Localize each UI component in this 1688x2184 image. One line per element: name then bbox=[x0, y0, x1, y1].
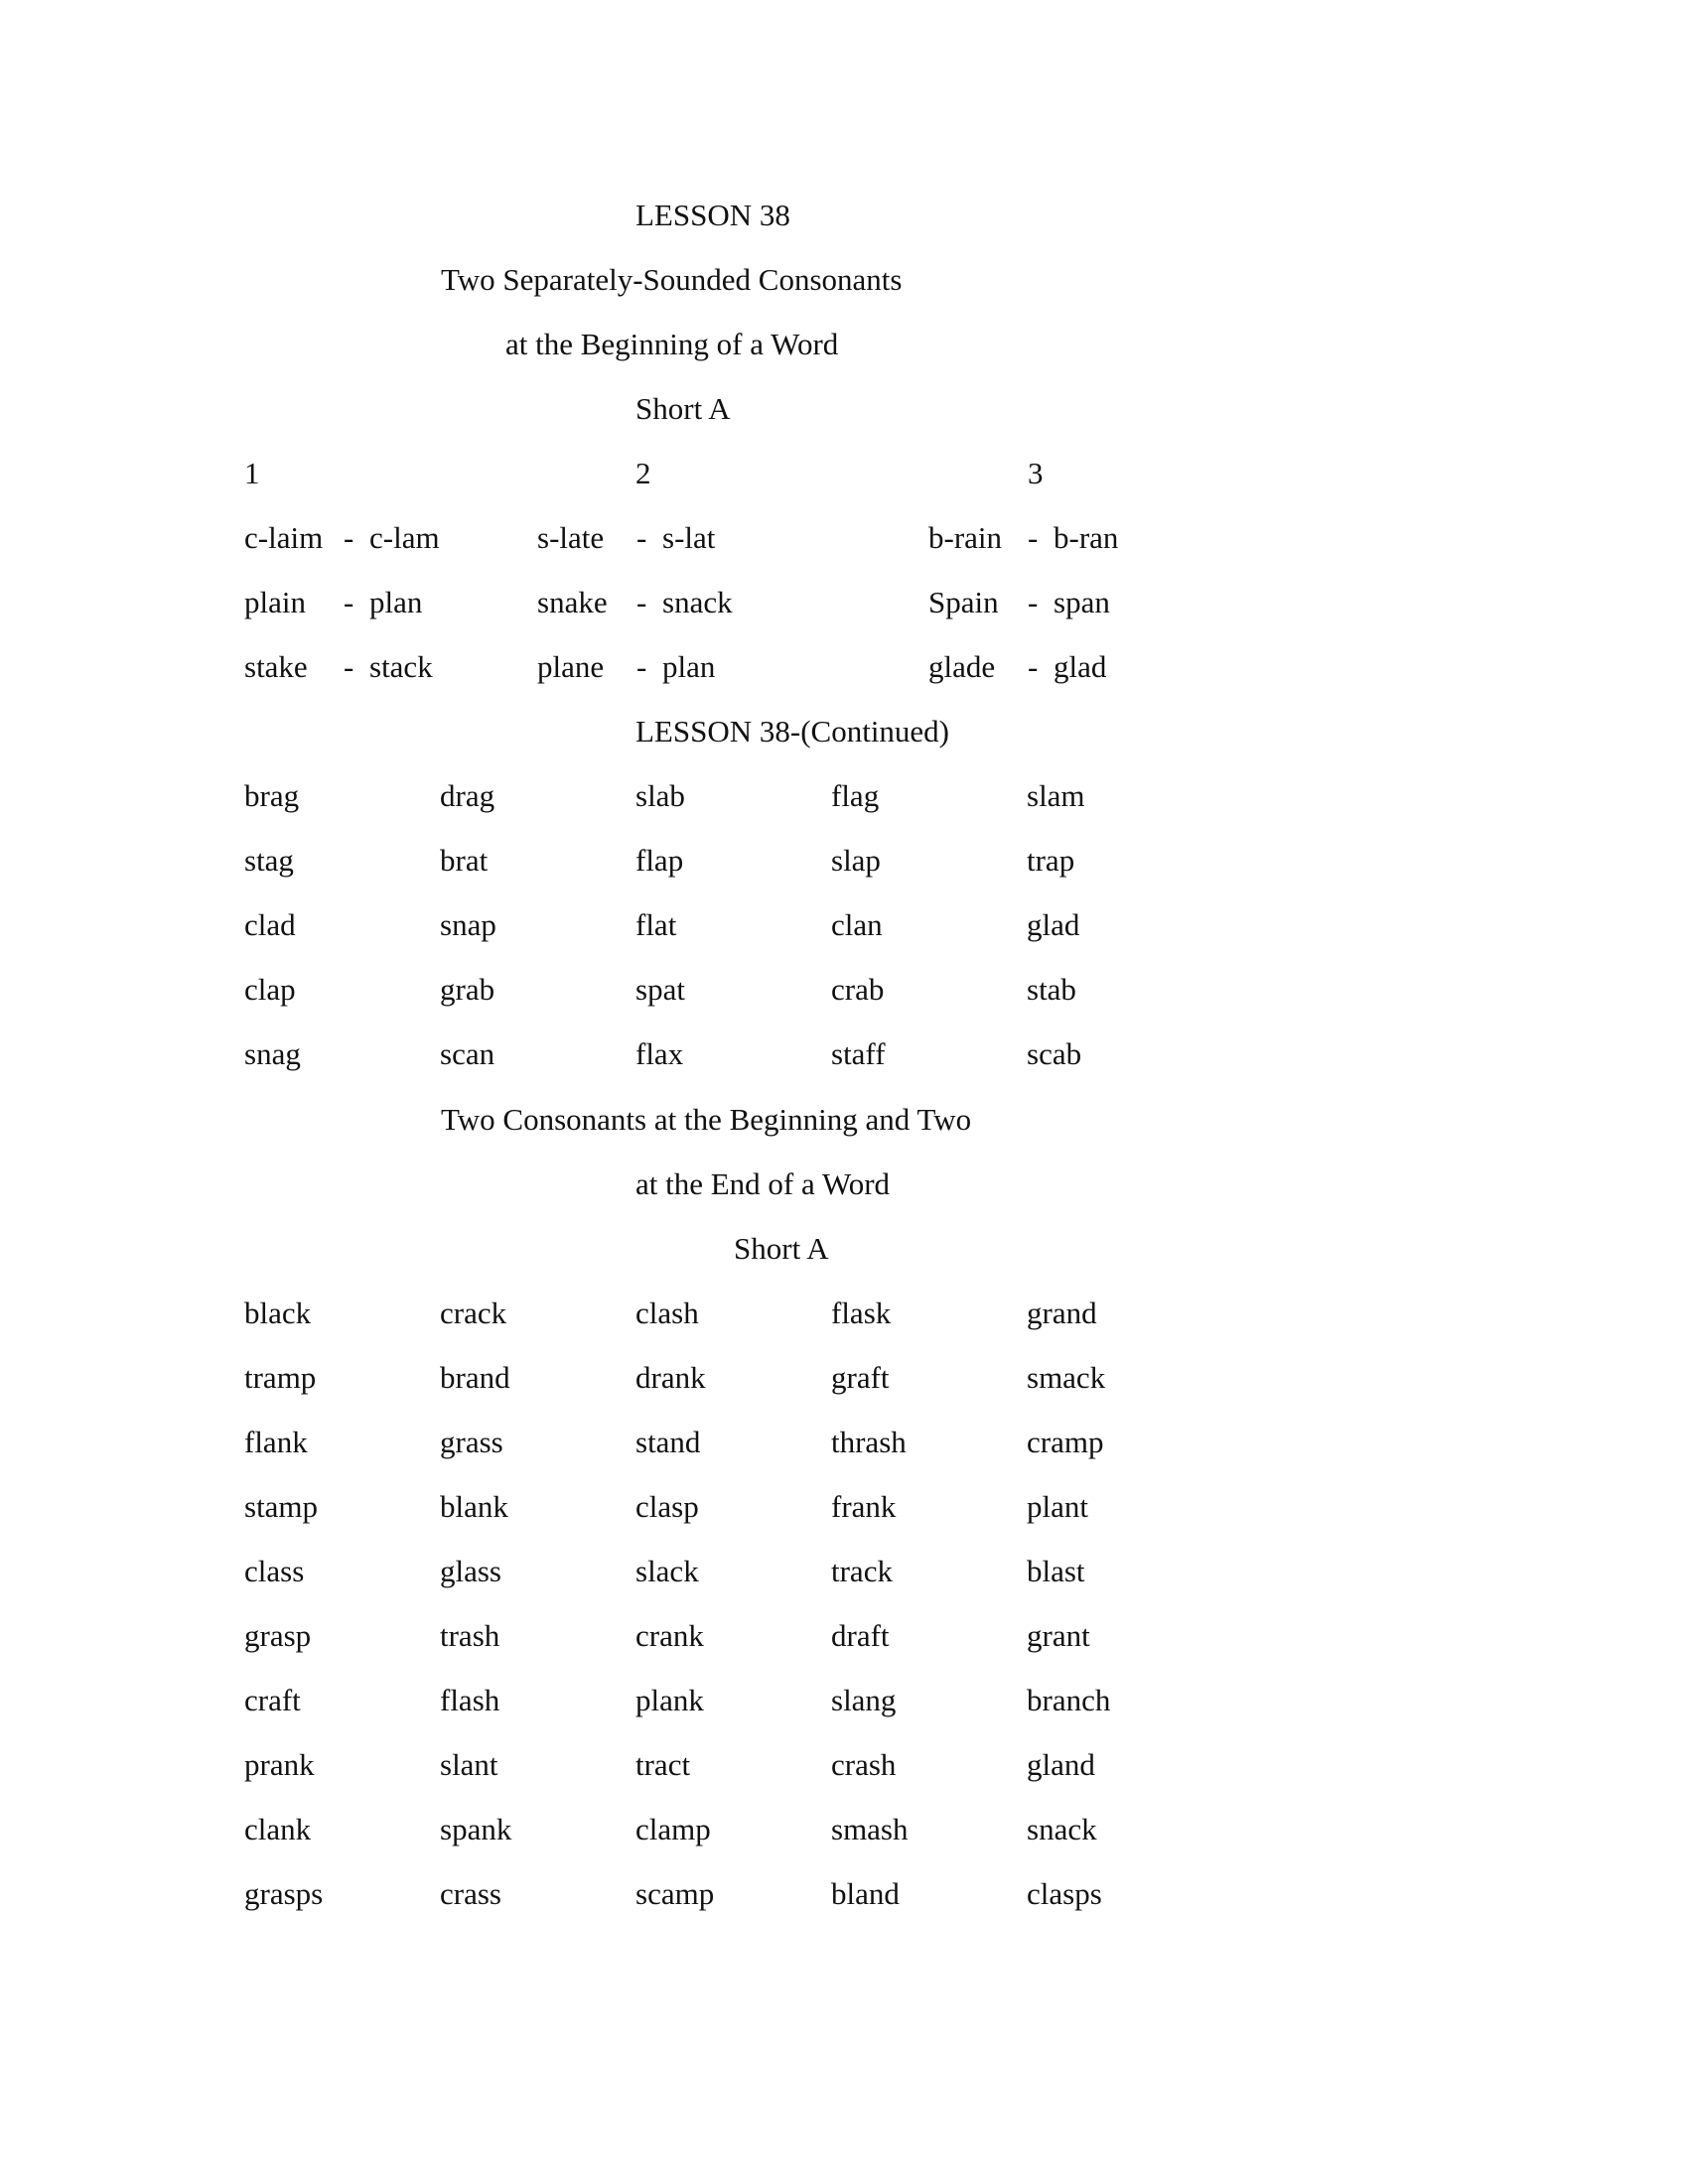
word-cell: flank bbox=[244, 1425, 308, 1459]
pair-word-right: glad bbox=[1054, 649, 1107, 684]
word-cell: brat bbox=[440, 843, 489, 878]
word-cell: crank bbox=[635, 1618, 704, 1653]
word-cell: flag bbox=[831, 778, 880, 813]
word-cell: drank bbox=[635, 1360, 706, 1395]
word-cell: cramp bbox=[1027, 1425, 1104, 1459]
column-number-3: 3 bbox=[1028, 456, 1044, 490]
word-cell: clad bbox=[244, 907, 296, 942]
lesson-subtitle-line2: at the Beginning of a Word bbox=[505, 327, 839, 361]
word-cell: slap bbox=[831, 843, 881, 878]
word-cell: snap bbox=[440, 907, 496, 942]
word-cell: slang bbox=[831, 1683, 897, 1717]
pair-word-left: b-rain bbox=[928, 520, 1003, 555]
word-cell: draft bbox=[831, 1618, 890, 1653]
word-cell: flash bbox=[440, 1683, 500, 1717]
word-cell: blast bbox=[1027, 1554, 1085, 1588]
pair-word-right: stack bbox=[369, 649, 433, 684]
pair-word-left: plain bbox=[244, 585, 306, 619]
word-cell: drag bbox=[440, 778, 495, 813]
word-cell: slack bbox=[635, 1554, 699, 1588]
word-cell: glad bbox=[1027, 907, 1080, 942]
pair-word-right: b-ran bbox=[1054, 520, 1119, 555]
pair-dash: - bbox=[636, 520, 647, 555]
word-cell: track bbox=[831, 1554, 893, 1588]
pair-word-right: c-lam bbox=[369, 520, 440, 555]
word-cell: trap bbox=[1027, 843, 1075, 878]
pair-word-left: stake bbox=[244, 649, 308, 684]
pair-word-right: span bbox=[1054, 585, 1110, 619]
word-cell: grass bbox=[440, 1425, 503, 1459]
word-cell: slam bbox=[1027, 778, 1085, 813]
word-cell: flask bbox=[831, 1296, 892, 1330]
word-cell: snack bbox=[1027, 1812, 1097, 1846]
pair-word-right: s-lat bbox=[662, 520, 716, 555]
column-number-2: 2 bbox=[635, 456, 651, 490]
word-cell: clap bbox=[244, 972, 296, 1007]
word-cell: staff bbox=[831, 1036, 886, 1071]
word-cell: brand bbox=[440, 1360, 510, 1395]
word-cell: flat bbox=[635, 907, 677, 942]
word-cell: branch bbox=[1027, 1683, 1111, 1717]
word-cell: trash bbox=[440, 1618, 500, 1653]
pair-dash: - bbox=[1028, 585, 1039, 619]
word-cell: scamp bbox=[635, 1876, 715, 1911]
pair-dash: - bbox=[344, 649, 354, 684]
word-cell: smash bbox=[831, 1812, 909, 1846]
section2-heading-line2: at the End of a Word bbox=[635, 1166, 891, 1201]
section2-vowel-heading: Short A bbox=[734, 1231, 829, 1266]
word-cell: plant bbox=[1027, 1489, 1088, 1524]
lesson-subtitle-line1: Two Separately-Sounded Consonants bbox=[441, 262, 903, 297]
word-cell: stamp bbox=[244, 1489, 319, 1524]
word-cell: brag bbox=[244, 778, 300, 813]
word-cell: blank bbox=[440, 1489, 508, 1524]
pair-dash: - bbox=[1028, 520, 1039, 555]
pair-dash: - bbox=[636, 649, 647, 684]
pair-word-right: plan bbox=[369, 585, 423, 619]
word-cell: clash bbox=[635, 1296, 699, 1330]
continued-heading: LESSON 38-(Continued) bbox=[635, 714, 950, 749]
word-cell: plank bbox=[635, 1683, 704, 1717]
word-cell: grab bbox=[440, 972, 495, 1007]
word-cell: tract bbox=[635, 1747, 691, 1782]
word-cell: tramp bbox=[244, 1360, 317, 1395]
word-cell: crass bbox=[440, 1876, 501, 1911]
word-cell: smack bbox=[1027, 1360, 1106, 1395]
word-cell: frank bbox=[831, 1489, 897, 1524]
pair-dash: - bbox=[636, 585, 647, 619]
word-cell: scan bbox=[440, 1036, 495, 1071]
word-cell: slant bbox=[440, 1747, 498, 1782]
word-cell: crack bbox=[440, 1296, 507, 1330]
word-cell: clamp bbox=[635, 1812, 711, 1846]
pair-word-right: plan bbox=[662, 649, 716, 684]
vowel-heading: Short A bbox=[635, 391, 731, 426]
pair-dash: - bbox=[344, 585, 354, 619]
word-cell: slab bbox=[635, 778, 685, 813]
pair-word-left: s-late bbox=[537, 520, 605, 555]
word-cell: clan bbox=[831, 907, 883, 942]
pair-dash: - bbox=[1028, 649, 1039, 684]
word-cell: flax bbox=[635, 1036, 684, 1071]
word-cell: gland bbox=[1027, 1747, 1095, 1782]
word-cell: prank bbox=[244, 1747, 315, 1782]
pair-word-left: glade bbox=[928, 649, 996, 684]
word-cell: grand bbox=[1027, 1296, 1097, 1330]
word-cell: stab bbox=[1027, 972, 1076, 1007]
word-cell: black bbox=[244, 1296, 312, 1330]
column-number-1: 1 bbox=[244, 456, 260, 490]
pair-word-left: Spain bbox=[928, 585, 999, 619]
pair-word-right: snack bbox=[662, 585, 733, 619]
word-cell: grasp bbox=[244, 1618, 312, 1653]
pair-word-left: c-laim bbox=[244, 520, 324, 555]
word-cell: crash bbox=[831, 1747, 897, 1782]
word-cell: thrash bbox=[831, 1425, 907, 1459]
word-cell: clasps bbox=[1027, 1876, 1102, 1911]
word-cell: grasps bbox=[244, 1876, 324, 1911]
word-cell: snag bbox=[244, 1036, 301, 1071]
word-cell: crab bbox=[831, 972, 885, 1007]
pair-dash: - bbox=[344, 520, 354, 555]
section2-heading-line1: Two Consonants at the Beginning and Two bbox=[441, 1102, 972, 1137]
word-cell: craft bbox=[244, 1683, 301, 1717]
lesson-title: LESSON 38 bbox=[635, 198, 790, 232]
word-cell: clank bbox=[244, 1812, 312, 1846]
word-cell: class bbox=[244, 1554, 305, 1588]
word-cell: spat bbox=[635, 972, 685, 1007]
word-cell: stag bbox=[244, 843, 294, 878]
word-cell: glass bbox=[440, 1554, 501, 1588]
word-cell: scab bbox=[1027, 1036, 1082, 1071]
word-cell: spank bbox=[440, 1812, 512, 1846]
word-cell: grant bbox=[1027, 1618, 1090, 1653]
word-cell: flap bbox=[635, 843, 684, 878]
word-cell: stand bbox=[635, 1425, 701, 1459]
pair-word-left: snake bbox=[537, 585, 608, 619]
word-cell: graft bbox=[831, 1360, 890, 1395]
word-cell: clasp bbox=[635, 1489, 699, 1524]
pair-word-left: plane bbox=[537, 649, 605, 684]
word-cell: bland bbox=[831, 1876, 900, 1911]
